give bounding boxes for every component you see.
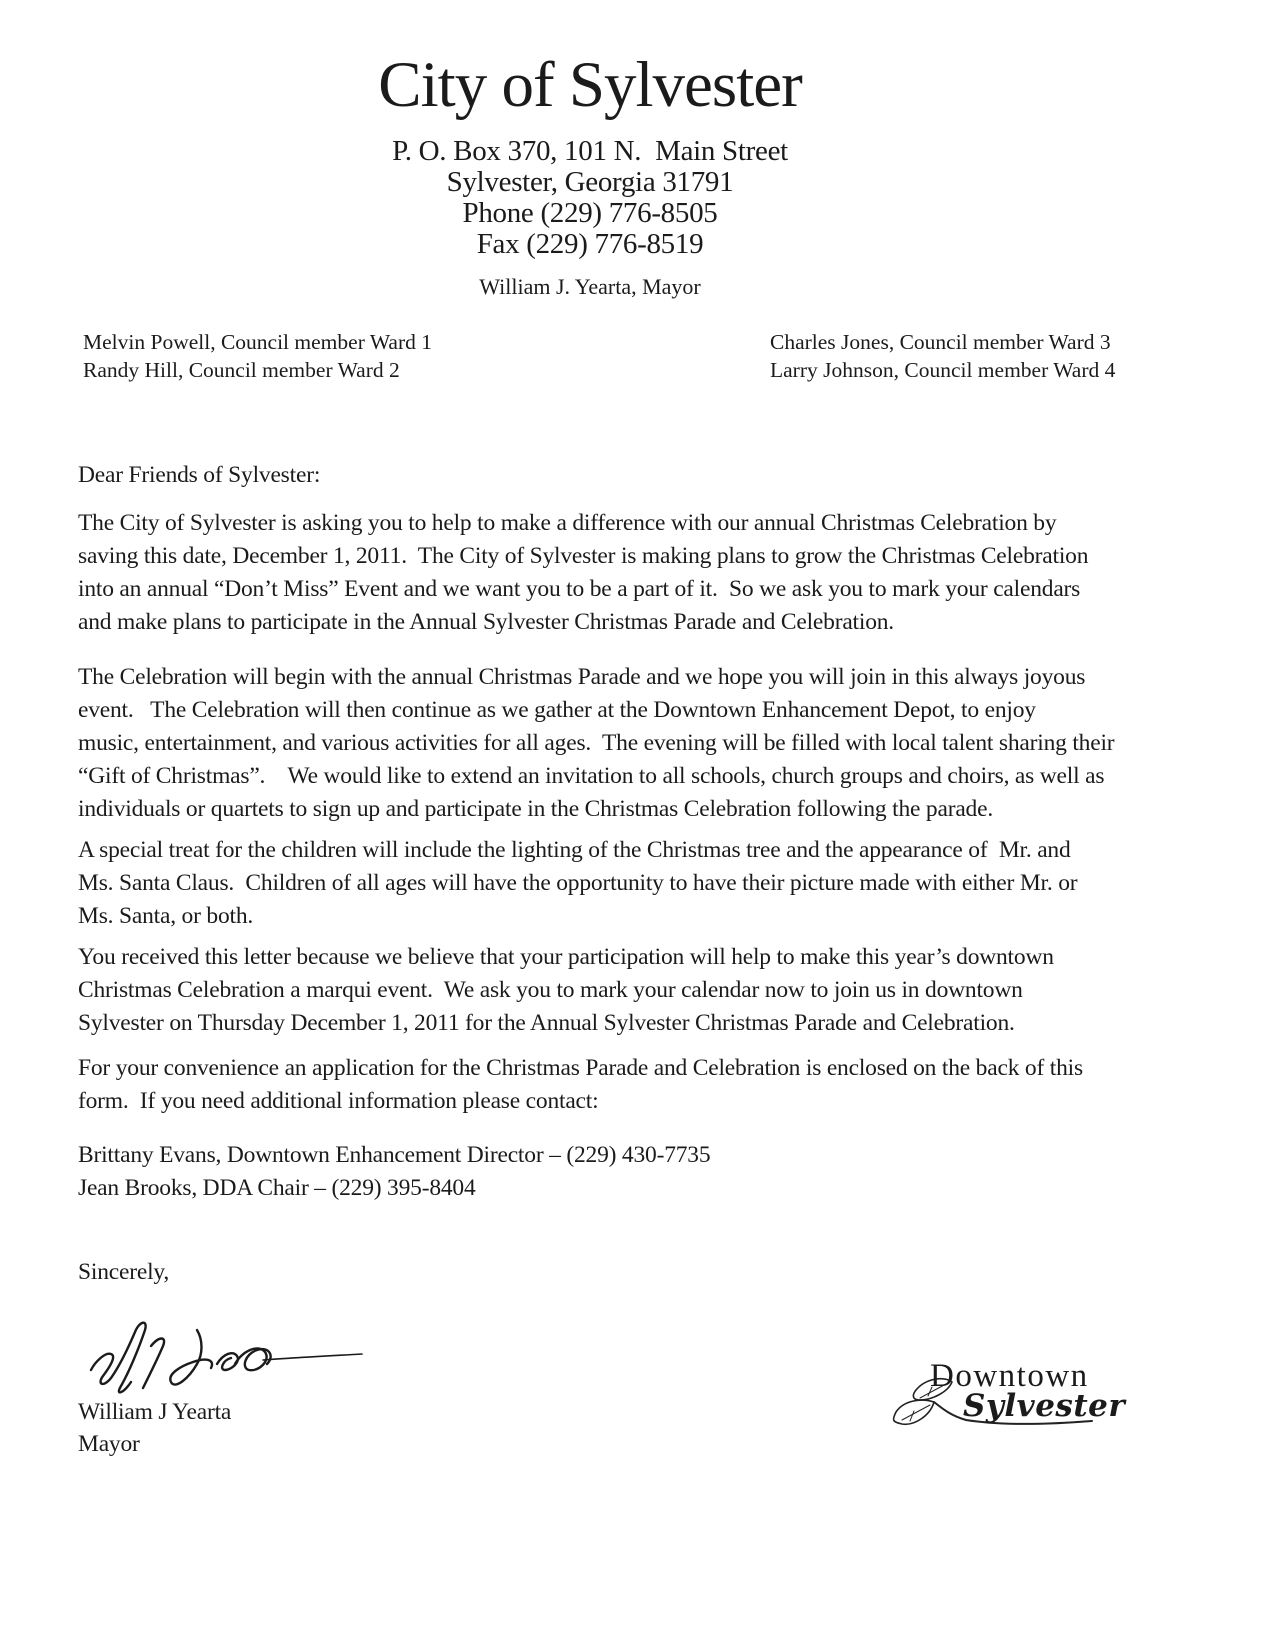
contact-line: Jean Brooks, DDA Chair – (229) 395-8404 (78, 1175, 476, 1201)
paragraph-line: event. The Celebration will then continue as we gather at the Downtown Enhancement Depot, to enjoy (78, 697, 1036, 723)
paragraph-line: individuals or quartets to sign up and participate in the Christmas Celebration following the parade. (78, 796, 994, 822)
letterhead-address (55, 136, 1125, 260)
paragraph-line: saving this date, December 1, 2011. The City of Sylvester is making plans to grow the Christmas Celebration (78, 543, 1089, 569)
logo-sylvester-text: Sylvester (963, 1388, 1126, 1424)
letter-paragraph (78, 941, 1054, 1040)
paragraph-line: You received this letter because we believe that your participation will help to make this year’s downtown (78, 944, 1054, 970)
signer-name: William J Yearta (78, 1399, 232, 1425)
paragraph-line: music, entertainment, and various activities for all ages. The evening will be filled with local talent sharing their (78, 730, 1115, 756)
paragraph-line: The City of Sylvester is asking you to help to make a difference with our annual Christmas Celebration by (78, 510, 1057, 536)
council-member: Charles Jones, Council member Ward 3 (770, 330, 1111, 354)
letterhead-title: City of Sylvester (378, 49, 802, 121)
letter-paragraph (78, 661, 1114, 826)
council-member: Randy Hill, Council member Ward 2 (83, 358, 400, 382)
council-member: Larry Johnson, Council member Ward 4 (770, 358, 1116, 382)
paragraph-line: “Gift of Christmas”. We would like to extend an invitation to all schools, church groups and choirs, as well as (78, 763, 1105, 789)
paragraph-line: Christmas Celebration a marqui event. We ask you to mark your calendar now to join us in downtown (78, 977, 1023, 1003)
letter-paragraph (78, 507, 1088, 639)
address-line: Phone (229) 776-8505 (462, 197, 718, 229)
address-line: Sylvester, Georgia 31791 (446, 166, 734, 198)
signer-title: Mayor (78, 1431, 140, 1457)
signature-block (78, 1396, 231, 1460)
logo-downtown-text: Downtown (930, 1358, 1089, 1394)
paragraph-line: Sylvester on Thursday December 1, 2011 for the Annual Sylvester Christmas Parade and Celebration. (78, 1010, 1015, 1036)
council-member: Melvin Powell, Council member Ward 1 (83, 330, 432, 354)
mayor-line: William J. Yearta, Mayor (479, 274, 701, 299)
contact-list (78, 1139, 710, 1205)
closing: Sincerely, (78, 1259, 170, 1285)
address-line: Fax (229) 776-8519 (476, 228, 704, 260)
salutation: Dear Friends of Sylvester: (78, 462, 321, 488)
paragraph-line: For your convenience an application for the Christmas Parade and Celebration is enclosed on the back of this (78, 1055, 1083, 1081)
address-line: P. O. Box 370, 101 N. Main Street (392, 135, 788, 167)
council-members-right (770, 328, 1115, 384)
paragraph-line: form. If you need additional information please contact: (78, 1088, 599, 1114)
paragraph-line: Ms. Santa, or both. (78, 903, 254, 929)
contact-line: Brittany Evans, Downtown Enhancement Director – (229) 430-7735 (78, 1142, 711, 1168)
paragraph-line: Ms. Santa Claus. Children of all ages will have the opportunity to have their picture made with either Mr. or (78, 870, 1078, 896)
paragraph-line: and make plans to participate in the Annual Sylvester Christmas Parade and Celebration. (78, 609, 894, 635)
paragraph-line: A special treat for the children will include the lighting of the Christmas tree and the appearance of Mr. and (78, 837, 1071, 863)
paragraph-line: into an annual “Don’t Miss” Event and we want you to be a part of it. So we ask you to mark your calendars (78, 576, 1081, 602)
letter-paragraph (78, 834, 1077, 933)
letter-paragraph (78, 1052, 1083, 1118)
signature-scribble (85, 1312, 365, 1394)
council-members-left (83, 328, 432, 384)
paragraph-line: The Celebration will begin with the annual Christmas Parade and we hope you will join in this always joyous (78, 664, 1086, 690)
